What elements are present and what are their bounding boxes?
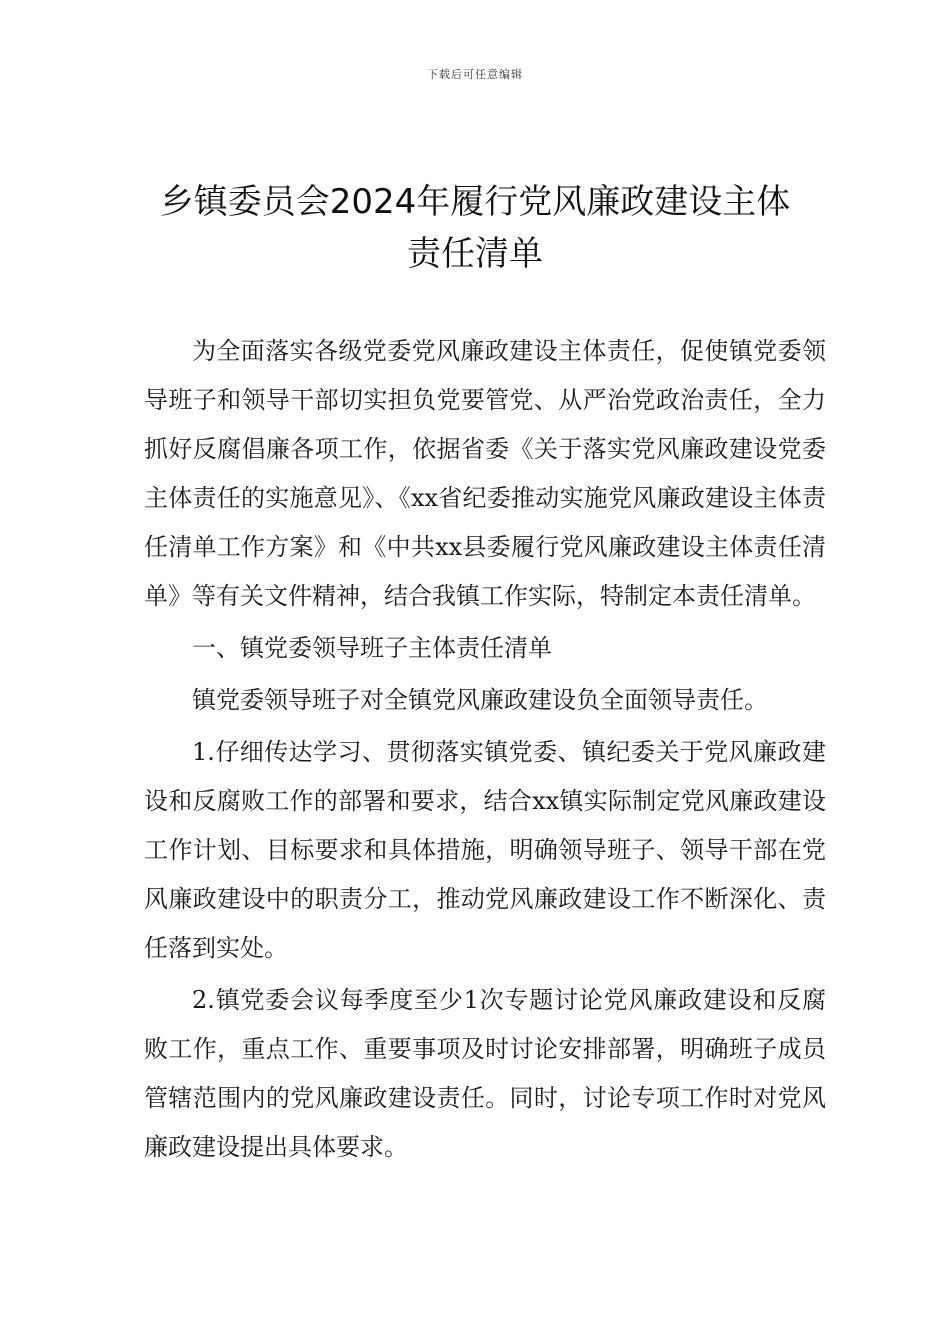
title-line-1: 乡镇委员会2024年履行党风廉政建设主体 bbox=[159, 182, 791, 222]
paragraph-intro: 为全面落实各级党委党风廉政建设主体责任，促使镇党委领导班子和领导干部切实担负党要管党、从严治党政治责任，全力抓好反腐倡廉各项工作，依据省委《关于落实党风廉政建设党委主体责任的实施意见》、《xx省纪委推动实施党风廉政建设主体责任清单工作方案》和《中共xx县委履行党风廉政建设主体责任清单》等有关文件精神，结合我镇工作实际，特制定本责任清单。 bbox=[144, 337, 826, 610]
document-body bbox=[144, 327, 826, 1175]
header-note: 下载后可任意编辑 bbox=[427, 68, 523, 81]
paragraph-responsibility: 镇党委领导班子对全镇党风廉政建设负全面领导责任。 bbox=[192, 686, 768, 714]
paragraph-item-2: 2.镇党委会议每季度至少1次专题讨论党风廉政建设和反腐败工作，重点工作、重要事项及时讨论安排部署，明确班子成员管辖范围内的党风廉政建设责任。同时，讨论专项工作时对党风廉政建设提出具体要求。 bbox=[144, 986, 826, 1161]
title-line-2: 责任清单 bbox=[407, 234, 543, 274]
paragraph-item-1: 1.仔细传达学习、贯彻落实镇党委、镇纪委关于党风廉政建设和反腐败工作的部署和要求，结合xx镇实际制定党风廉政建设工作计划、目标要求和具体措施，明确领导班子、领导干部在党风廉政建设中的职责分工，推动党风廉政建设工作不断深化、责任落到实处。 bbox=[144, 738, 826, 962]
section-heading: 一、镇党委领导班子主体责任清单 bbox=[192, 634, 552, 662]
document-title bbox=[120, 176, 830, 280]
